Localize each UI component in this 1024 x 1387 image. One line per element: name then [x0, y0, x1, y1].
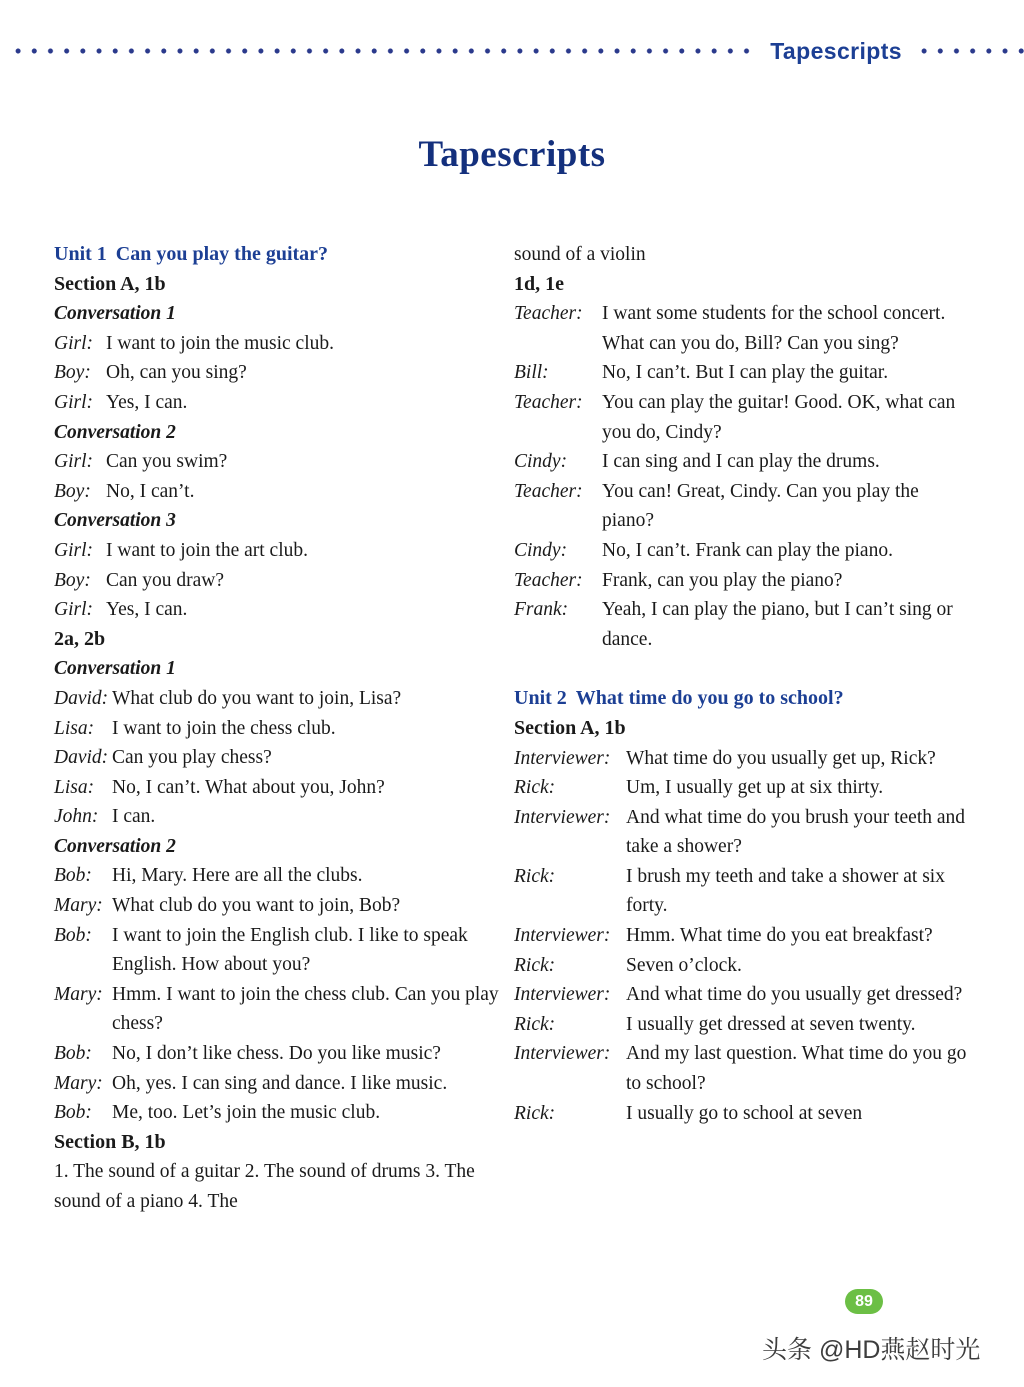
dialogue-line: [54, 536, 514, 566]
speaker-label: Interviewer:: [514, 1043, 611, 1065]
speaker-label: Rick:: [514, 777, 556, 799]
speaker-text: What club do you want to join, Lisa?: [112, 687, 402, 709]
conversation-heading: Conversation 1: [54, 303, 176, 325]
block-spacer: [514, 654, 969, 684]
speaker-text: Um, I usually get up at six thirty.: [626, 777, 884, 799]
speaker-text: Can you swim?: [106, 451, 228, 473]
unit-number: Unit 2: [514, 687, 567, 710]
dialogue-line: [54, 1098, 514, 1128]
dialogue-line: [54, 447, 514, 477]
speaker-text: Yes, I can.: [106, 391, 188, 413]
speaker-label: Girl:: [54, 391, 93, 413]
unit-heading: [514, 684, 969, 714]
speaker-text: Yeah, I can play the piano, but I can’t sing or dance.: [602, 599, 953, 650]
speaker-label: Boy:: [54, 362, 91, 384]
dialogue-line: [514, 803, 969, 862]
speaker-text: I can.: [112, 806, 156, 828]
dot-rule-left: [10, 47, 756, 55]
speaker-text: I usually get dressed at seven twenty.: [626, 1013, 916, 1035]
dialogue-line: [514, 1039, 969, 1098]
speaker-label: John:: [54, 806, 99, 828]
dialogue-line: [514, 744, 969, 774]
dialogue-line: [54, 980, 514, 1039]
section-heading: Section A, 1b: [54, 272, 166, 295]
speaker-text: And my last question. What time do you go to school?: [626, 1043, 967, 1095]
dialogue-line: [54, 861, 514, 891]
speaker-label: Teacher:: [514, 480, 583, 502]
dialogue-line: [514, 299, 969, 358]
speaker-label: David:: [54, 687, 109, 709]
speaker-text: Frank, can you play the piano?: [602, 569, 843, 591]
speaker-label: Lisa:: [54, 717, 95, 739]
dialogue-line: [514, 773, 969, 803]
speaker-text: Oh, can you sing?: [106, 362, 247, 384]
watermark-text: 头条 @HD燕赵时光: [762, 1336, 981, 1364]
speaker-label: Boy:: [54, 569, 91, 591]
dialogue-line: [54, 1069, 514, 1099]
dialogue-line: [514, 862, 969, 921]
speaker-text: I want to join the art club.: [106, 539, 308, 561]
section-heading: Section A, 1b: [514, 716, 626, 739]
dialogue-line: [54, 714, 514, 744]
dialogue-line: [54, 358, 514, 388]
paragraph-text: sound of a violin: [514, 244, 646, 265]
speaker-label: Cindy:: [514, 451, 568, 473]
section-heading: 2a, 2b: [54, 627, 106, 650]
speaker-label: Interviewer:: [514, 806, 611, 828]
speaker-label: Girl:: [54, 539, 93, 561]
speaker-label: Teacher:: [514, 569, 583, 591]
column-right: [514, 240, 969, 1217]
speaker-label: Interviewer:: [514, 984, 611, 1006]
dialogue-line: [514, 921, 969, 951]
unit-title: What time do you go to school?: [575, 687, 844, 710]
speaker-label: Mary:: [54, 895, 103, 917]
speaker-text: And what time do you brush your teeth and take a shower?: [626, 806, 966, 858]
speaker-label: Girl:: [54, 451, 93, 473]
dialogue-line: [514, 1099, 969, 1129]
conversation-heading: Conversation 1: [54, 658, 176, 680]
dialogue-line: [54, 1039, 514, 1069]
speaker-label: Girl:: [54, 332, 93, 354]
dialogue-line: [514, 595, 969, 654]
dialogue-line: [54, 921, 514, 980]
speaker-label: Teacher:: [514, 303, 583, 325]
page-title: Tapescripts: [418, 134, 606, 175]
speaker-text: Can you play chess?: [112, 747, 272, 769]
speaker-text: No, I can’t. What about you, John?: [112, 776, 385, 798]
paragraph-text: 1. The sound of a guitar 2. The sound of drums 3. The sound of a piano 4. The: [54, 1161, 475, 1212]
speaker-text: I can sing and I can play the drums.: [602, 451, 880, 473]
dialogue-line: [514, 536, 969, 566]
speaker-label: Mary:: [54, 1072, 103, 1094]
speaker-text: No, I can’t.: [106, 480, 195, 502]
speaker-label: Mary:: [54, 983, 103, 1005]
conversation-heading: Conversation 2: [54, 835, 176, 857]
speaker-label: Rick:: [514, 865, 556, 887]
tapescript-columns: [0, 240, 1024, 1217]
speaker-text: You can play the guitar! Good. OK, what can you do, Cindy?: [602, 391, 956, 443]
speaker-label: Frank:: [514, 599, 569, 621]
speaker-text: I usually go to school at seven: [626, 1102, 863, 1124]
speaker-text: No, I don’t like chess. Do you like music?: [112, 1043, 441, 1065]
speaker-text: Yes, I can.: [106, 599, 188, 621]
conversation-heading: Conversation 3: [54, 510, 176, 532]
dialogue-line: [54, 802, 514, 832]
speaker-text: Seven o’clock.: [626, 954, 742, 976]
section-heading: 1d, 1e: [514, 272, 564, 295]
dialogue-line: [514, 566, 969, 596]
running-head: [0, 34, 1024, 68]
dialogue-line: [514, 980, 969, 1010]
speaker-text: Oh, yes. I can sing and dance. I like music.: [112, 1072, 448, 1094]
dialogue-line: [54, 773, 514, 803]
unit-number: Unit 1: [54, 243, 107, 265]
speaker-label: David:: [54, 747, 109, 769]
speaker-text: I brush my teeth and take a shower at six forty.: [626, 865, 945, 917]
speaker-text: Me, too. Let’s join the music club.: [112, 1102, 381, 1124]
dialogue-line: [514, 388, 969, 447]
dialogue-line: [54, 743, 514, 773]
dialogue-line: [514, 1010, 969, 1040]
speaker-text: What club do you want to join, Bob?: [112, 895, 401, 917]
dot-rule-right: [916, 47, 1024, 55]
column-left: [54, 240, 514, 1217]
speaker-label: Bob:: [54, 1043, 92, 1065]
dialogue-line: [54, 891, 514, 921]
unit-title: Can you play the guitar?: [115, 243, 329, 265]
dialogue-line: [514, 951, 969, 981]
dialogue-line: [514, 447, 969, 477]
speaker-text: No, I can’t. Frank can play the piano.: [602, 539, 893, 561]
speaker-label: Lisa:: [54, 776, 95, 798]
speaker-text: You can! Great, Cindy. Can you play the piano?: [602, 480, 919, 532]
dialogue-line: [514, 358, 969, 388]
speaker-label: Bob:: [54, 924, 92, 946]
speaker-label: Boy:: [54, 480, 91, 502]
dialogue-line: [54, 684, 514, 714]
speaker-text: And what time do you usually get dressed?: [626, 984, 963, 1006]
dialogue-line: [54, 566, 514, 596]
speaker-label: Rick:: [514, 1013, 556, 1035]
speaker-label: Rick:: [514, 954, 556, 976]
speaker-label: Interviewer:: [514, 747, 611, 769]
speaker-text: I want to join the chess club.: [112, 717, 336, 739]
speaker-label: Bill:: [514, 362, 549, 384]
running-head-title: Tapescripts: [770, 37, 902, 64]
dialogue-line: [54, 388, 514, 418]
page-number-badge: 89: [845, 1289, 883, 1314]
speaker-text: Hi, Mary. Here are all the clubs.: [112, 865, 363, 887]
speaker-label: Bob:: [54, 865, 92, 887]
speaker-text: What time do you usually get up, Rick?: [626, 747, 936, 769]
speaker-label: Rick:: [514, 1102, 556, 1124]
speaker-label: Interviewer:: [514, 925, 611, 947]
speaker-label: Girl:: [54, 599, 93, 621]
speaker-label: Bob:: [54, 1102, 92, 1124]
speaker-text: I want some students for the school concert. What can you do, Bill? Can you sing?: [602, 303, 946, 354]
dialogue-line: [514, 477, 969, 536]
speaker-text: No, I can’t. But I can play the guitar.: [602, 362, 889, 384]
section-heading: Section B, 1b: [54, 1130, 166, 1153]
dialogue-line: [54, 477, 514, 507]
speaker-text: Can you draw?: [106, 569, 225, 591]
dialogue-line: [54, 329, 514, 359]
speaker-text: I want to join the English club. I like to speak English. How about you?: [112, 924, 468, 976]
speaker-text: Hmm. I want to join the chess club. Can you play chess?: [112, 983, 499, 1035]
unit-heading: [54, 240, 514, 270]
speaker-text: Hmm. What time do you eat breakfast?: [626, 925, 933, 947]
speaker-label: Teacher:: [514, 391, 583, 413]
speaker-label: Cindy:: [514, 539, 568, 561]
dialogue-line: [54, 595, 514, 625]
conversation-heading: Conversation 2: [54, 421, 176, 443]
speaker-text: I want to join the music club.: [106, 332, 335, 354]
